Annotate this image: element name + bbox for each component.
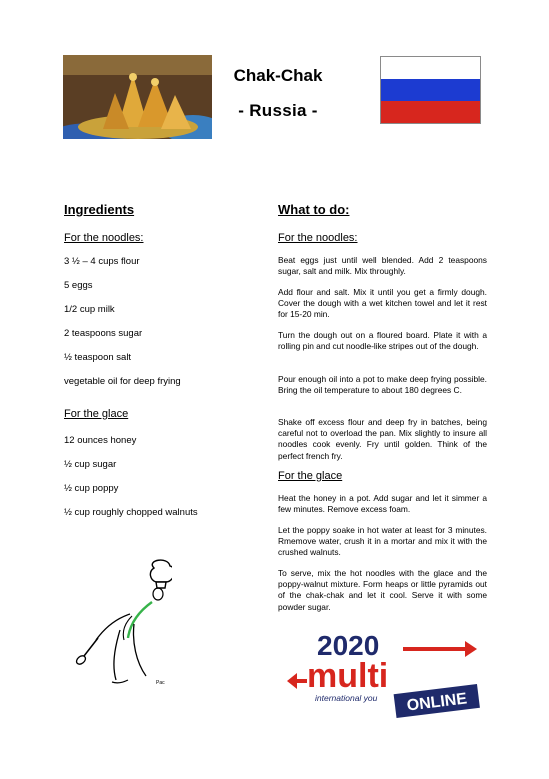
multi-2020-logo	[285, 625, 490, 720]
instruction-step: Turn the dough out on a floured board. Plate it with a rolling pin and cut noodle-like stripes out of the dough.	[278, 330, 487, 352]
logo-badge: ONLINE	[405, 690, 468, 715]
ingredient-item: vegetable oil for deep frying	[64, 376, 181, 387]
flag-red-band	[381, 101, 480, 123]
instruction-step: Beat eggs just until well blended. Add 2 teaspoons sugar, salt and milk. Mix throughly.	[278, 255, 487, 277]
russia-flag	[380, 56, 481, 124]
flag-white-band	[381, 57, 480, 79]
logo-word: multi	[307, 657, 389, 695]
ingredient-item: ½ cup roughly chopped walnuts	[64, 507, 198, 518]
chef-signature: Pac	[156, 680, 165, 686]
ingredient-item: ½ cup sugar	[64, 459, 117, 470]
chak-chak-photo	[63, 55, 212, 139]
instructions-glace-heading: For the glace	[278, 470, 343, 482]
instruction-step: To serve, mix the hot noodles with the glace and the poppy-walnut mixture. Form heaps or little pyramids out of the chak-chak and let it cool. Serve it with some powder sugar.	[278, 568, 487, 612]
ingredient-item: 1/2 cup milk	[64, 304, 115, 315]
ingredients-glace-heading: For the glace	[64, 408, 129, 420]
logo-tagline: international you	[315, 693, 378, 703]
ingredient-item: 5 eggs	[64, 280, 93, 291]
ingredients-heading: Ingredients	[64, 202, 135, 217]
instruction-step: Pour enough oil into a pot to make deep frying possible. Bring the oil temperature to about 180 degrees C.	[278, 374, 487, 396]
flag-blue-band	[381, 79, 480, 101]
instruction-step: Let the poppy soake in hot water at least for 3 minutes. Rmemove water, crush it in a mortar and mix it with the crushed walnuts.	[278, 525, 487, 558]
instruction-step: Add flour and salt. Mix it until you get a firmly dough. Cover the dough with a wet kitchen towel and let it rest for 15-20 min.	[278, 287, 487, 320]
ingredient-item: 2 teaspoons sugar	[64, 328, 143, 339]
logo-year: 2020	[317, 630, 380, 661]
instruction-step: Shake off excess flour and deep fry in batches, being careful not to overload the pan. Mix slightly to insure all noodles cook evenly. Fry until golden. Think of the perfect french fry.	[278, 417, 487, 461]
ingredient-item: ½ cup poppy	[64, 483, 119, 494]
ingredient-item: ½ teaspoon salt	[64, 352, 132, 363]
recipe-country: - Russia -	[238, 101, 318, 120]
ingredients-noodles-heading: For the noodles:	[64, 232, 144, 244]
instructions-heading: What to do:	[278, 202, 350, 217]
instructions-noodles-heading: For the noodles:	[278, 232, 358, 244]
ingredient-item: 12 ounces honey	[64, 435, 137, 446]
recipe-title: Chak-Chak	[233, 66, 323, 85]
chef-drawing	[72, 558, 172, 688]
instruction-step: Heat the honey in a pot. Add sugar and let it simmer a few minutes. Remove excess foam.	[278, 493, 487, 515]
ingredient-item: 3 ½ – 4 cups flour	[64, 256, 140, 267]
